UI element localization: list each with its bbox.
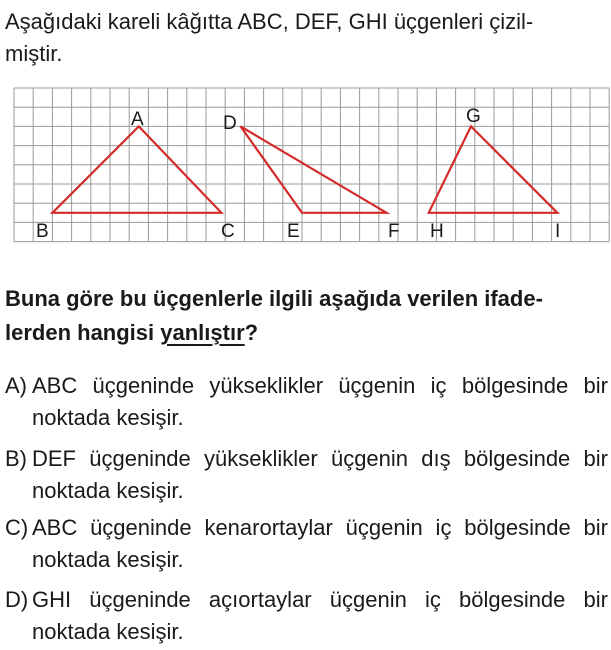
option-d-text: GHI üçgeninde açıortaylar üçgenin iç bölgesinde bir noktada kesişir. (32, 587, 608, 644)
triangle-abc (52, 126, 221, 212)
option-c-text: ABC üçgeninde kenarortaylar üçgenin iç bölgesinde bir noktada kesişir. (32, 515, 608, 572)
question-line-1: Buna göre bu üçgenlerle ilgili aşağıda verilen ifade- (5, 286, 543, 311)
question-mark: ? (244, 320, 259, 345)
triangles (52, 126, 557, 212)
label-b: B (36, 221, 49, 242)
question-line-2-start: lerden hangisi (5, 320, 161, 345)
intro-line-2: miştir. (5, 41, 63, 66)
intro-line-1: Aşağıdaki kareli kâğıtta ABC, DEF, GHI üçgenleri çizil- (5, 9, 534, 34)
grid-lines (14, 88, 609, 242)
label-d: D (223, 113, 237, 134)
triangle-def (241, 126, 387, 212)
label-a: A (131, 109, 144, 130)
triangle-ghi (429, 126, 558, 212)
question-underlined-word: yanlıştır (160, 320, 245, 345)
option-c-letter: C) (5, 515, 29, 540)
option-a-letter: A) (5, 373, 27, 398)
option-c[interactable] (5, 512, 608, 576)
label-g: G (466, 106, 481, 127)
question-line-2 (5, 316, 605, 350)
label-e: E (287, 221, 300, 242)
option-b-letter: B) (5, 446, 27, 471)
option-b-text: DEF üçgeninde yükseklikler üçgenin dış bölgesinde bir noktada kesişir. (32, 446, 608, 503)
label-h: H (430, 221, 444, 242)
label-c: C (221, 221, 235, 242)
label-f: F (388, 221, 400, 242)
label-i: I (555, 221, 561, 242)
question-text (5, 282, 605, 350)
grid-figure (0, 0, 611, 270)
option-d[interactable] (5, 584, 608, 648)
option-a-text: ABC üçgeninde yükseklikler üçgenin iç bölgesinde bir noktada kesişir. (32, 373, 608, 430)
option-a[interactable] (5, 370, 608, 434)
option-b[interactable] (5, 443, 608, 507)
option-d-letter: D) (5, 587, 29, 612)
